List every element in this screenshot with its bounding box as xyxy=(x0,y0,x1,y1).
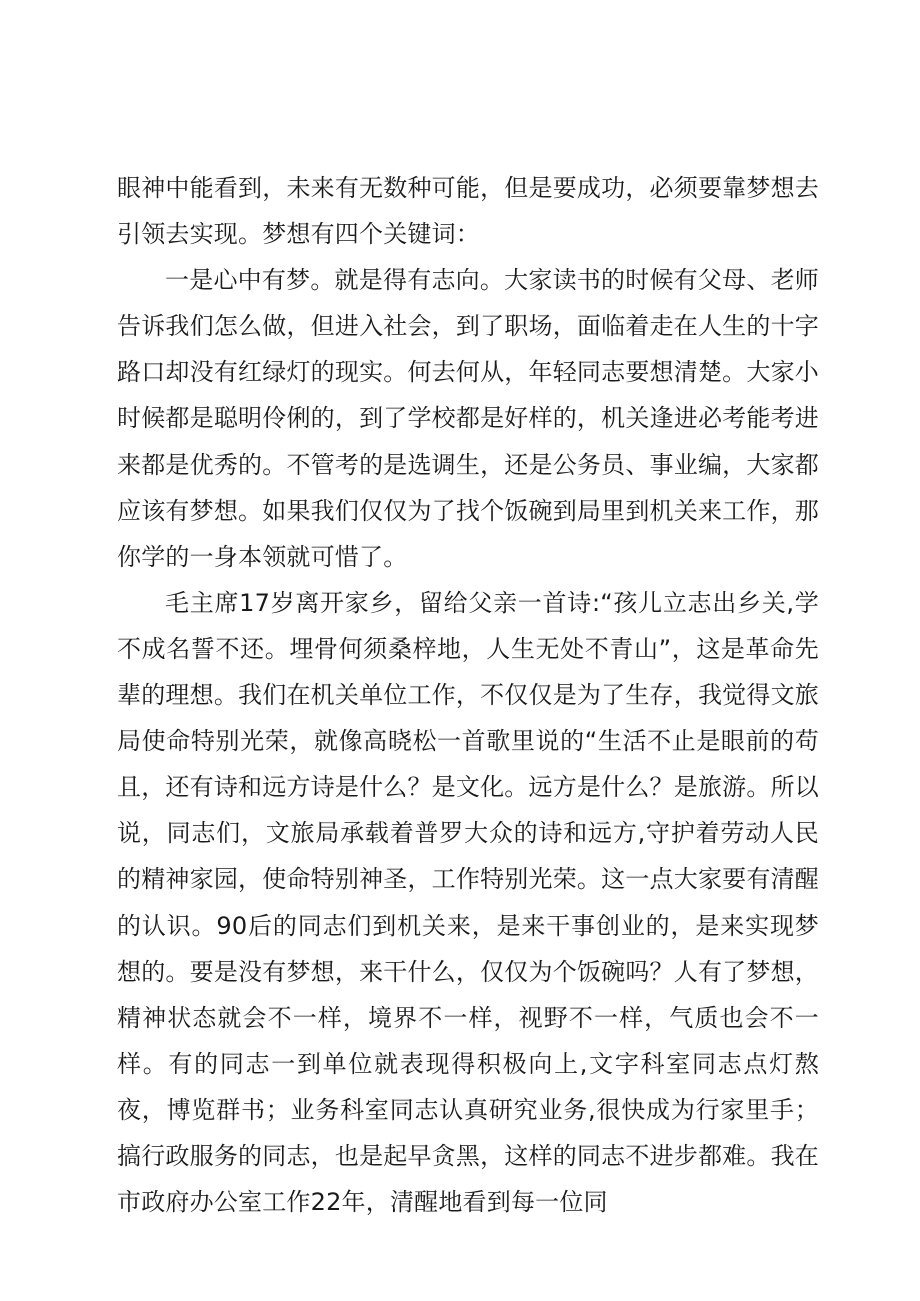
paragraph-1: 眼神中能看到，未来有无数种可能，但是要成功，必须要靠梦想去引领去实现。梦想有四个关键词： xyxy=(117,174,819,249)
paragraph-3: 毛主席17岁离开家乡，留给父亲一首诗:“孩儿立志出乡关,学不成名誓不还。埋骨何须桑梓地，人生无处不青山”，这是革命先辈的理想。我们在机关单位工作，不仅仅是为了生存，我觉得文旅局使命特别光荣，就像高晓松一首歌里说的“生活不止是眼前的苟且，还有诗和远方诗是什么？是文化。远方是什么？是旅游。所以说，同志们，文旅局承载着普罗大众的诗和远方,守护着劳动人民的精神家园，使命特别神圣，工作特别光荣。这一点大家要有清醒的认识。90后的同志们到机关来，是来干事创业的，是来实现梦想的。要是没有梦想，来干什么，仅仅为个饭碗吗？人有了梦想，精神状态就会不一样，境界不一样，视野不一样，气质也会不一样。有的同志一到单位就表现得积极向上,文字科室同志点灯熬夜，博览群书；业务科室同志认真研究业务,很快成为行家里手；搞行政服务的同志，也是起早贪黑，这样的同志不进步都难。我在市政府办公室工作22年，清醒地看到每一位同 xyxy=(117,588,819,1217)
document-body xyxy=(117,165,819,1225)
paragraph-2: 一是心中有梦。就是得有志向。大家读书的时候有父母、老师告诉我们怎么做，但进入社会，到了职场，面临着走在人生的十字路口却没有红绿灯的现实。何去何从，年轻同志要想清楚。大家小时候都是聪明伶俐的，到了学校都是好样的，机关逢进必考能考进来都是优秀的。不管考的是选调生，还是公务员、事业编，大家都应该有梦想。如果我们仅仅为了找个饭碗到局里到机关来工作，那你学的一身本领就可惜了。 xyxy=(117,266,819,571)
